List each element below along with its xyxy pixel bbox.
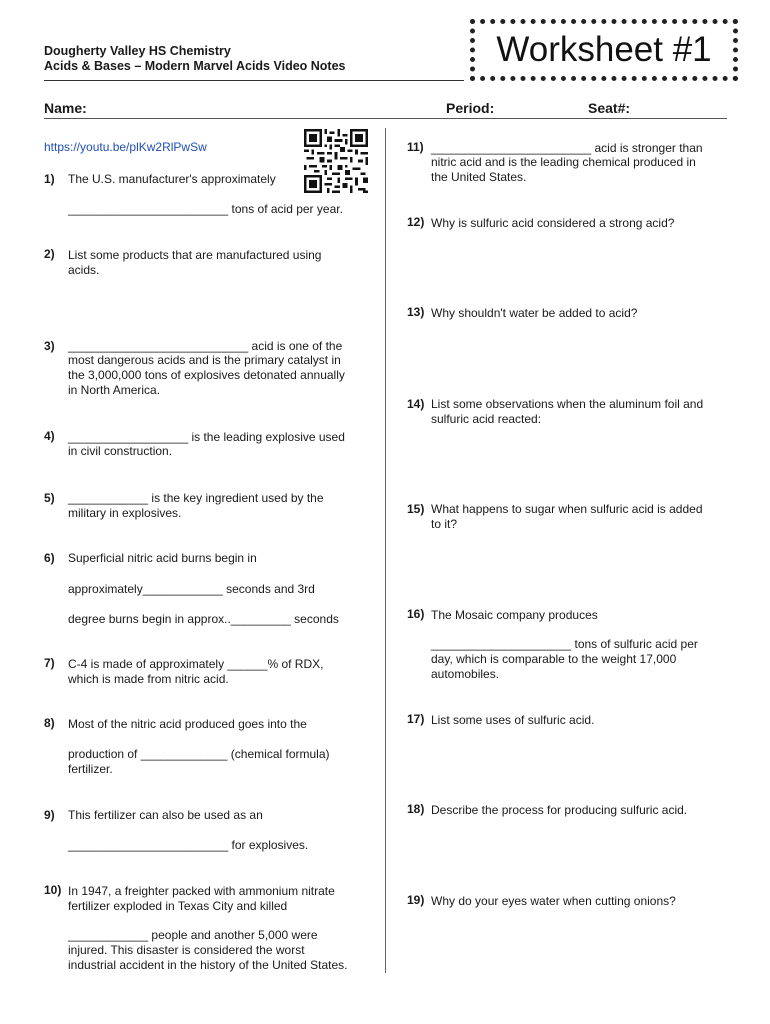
- question-text: The U.S. manufacturer's approximately: [68, 172, 276, 186]
- question-number: 12): [407, 215, 425, 229]
- question-number: 2): [44, 247, 55, 261]
- question-blank-line: ________________________ tons of acid per year.: [68, 202, 343, 216]
- question-text: degree burns begin in approx.._________ seconds: [68, 612, 339, 626]
- question-text: fertilizer exploded in Texas City and killed: [68, 899, 288, 913]
- question-number: 11): [407, 140, 424, 154]
- question-text: injured. This disaster is considered the worst: [68, 943, 305, 957]
- question-text: ____________ is the key ingredient used by the: [68, 491, 324, 505]
- question-number: 1): [44, 172, 55, 186]
- question-number: 15): [407, 502, 425, 516]
- question-text: The Mosaic company produces: [431, 608, 598, 622]
- question-number: 4): [44, 429, 55, 443]
- question-number: 9): [44, 808, 55, 822]
- question-text: Most of the nitric acid produced goes into the: [68, 717, 307, 731]
- question-text: ________________________ acid is stronger than: [431, 141, 703, 155]
- question-text: in civil construction.: [68, 444, 173, 458]
- seat-field-label: Seat#:: [588, 100, 631, 116]
- question-text: ___________________________ acid is one of the: [68, 339, 343, 353]
- question-text: Why do your eyes water when cutting onions?: [431, 894, 676, 908]
- question-text: most dangerous acids and is the primary catalyst in: [68, 353, 341, 367]
- name-row-divider: [44, 118, 727, 119]
- question-text: the 3,000,000 tons of explosives detonated annually: [68, 368, 345, 382]
- question-text: List some uses of sulfuric acid.: [431, 713, 595, 727]
- qr-code-icon: [304, 129, 368, 193]
- question-text: Why is sulfuric acid considered a strong acid?: [431, 216, 675, 230]
- question-text: which is made from nitric acid.: [68, 672, 229, 686]
- question-text: What happens to sugar when sulfuric acid is added: [431, 502, 703, 516]
- worksheet-subtitle: Acids & Bases – Modern Marvel Acids Video Notes: [44, 59, 346, 73]
- worksheet-badge-label: Worksheet #1: [496, 30, 712, 69]
- name-field-label: Name:: [44, 100, 87, 116]
- question-number: 6): [44, 551, 55, 565]
- question-number: 13): [407, 305, 425, 319]
- worksheet-badge: [470, 19, 738, 81]
- question-number: 8): [44, 716, 55, 730]
- question-text: sulfuric acid reacted:: [431, 412, 542, 426]
- question-text: automobiles.: [431, 667, 500, 681]
- question-number: 16): [407, 607, 425, 621]
- question-number: 5): [44, 491, 55, 505]
- question-number: 3): [44, 339, 55, 353]
- course-title: Dougherty Valley HS Chemistry: [44, 44, 231, 58]
- question-number: 7): [44, 656, 55, 670]
- question-text: production of _____________ (chemical formula): [68, 747, 330, 761]
- question-text: __________________ is the leading explosive used: [68, 430, 345, 444]
- question-number: 14): [407, 397, 425, 411]
- question-text: to it?: [431, 517, 458, 531]
- question-text: List some observations when the aluminum foil and: [431, 397, 704, 411]
- question-number: 17): [407, 712, 425, 726]
- question-text: ____________ people and another 5,000 were: [68, 928, 318, 942]
- question-text: acids.: [68, 263, 100, 277]
- question-blank-line: ________________________ for explosives.: [68, 838, 309, 852]
- question-text: Superficial nitric acid burns begin in: [68, 551, 257, 565]
- question-number: 10): [44, 883, 62, 897]
- question-text: day, which is comparable to the weight 17,000: [431, 652, 677, 666]
- question-number: 18): [407, 802, 425, 816]
- question-text: military in explosives.: [68, 506, 182, 520]
- question-text: Why shouldn't water be added to acid?: [431, 306, 638, 320]
- period-field-label: Period:: [446, 100, 495, 116]
- question-text: This fertilizer can also be used as an: [68, 808, 263, 822]
- column-divider: [385, 128, 386, 973]
- header-divider: [44, 80, 464, 81]
- question-text: in North America.: [68, 383, 161, 397]
- question-text: the United States.: [431, 170, 527, 184]
- question-text: List some products that are manufactured using: [68, 248, 322, 262]
- question-text: nitric acid and is the leading chemical produced in: [431, 155, 696, 169]
- question-text: In 1947, a freighter packed with ammonium nitrate: [68, 884, 335, 898]
- question-text: fertilizer.: [68, 762, 113, 776]
- question-text: _____________________ tons of sulfuric acid per: [431, 637, 698, 651]
- question-text: industrial accident in the history of the United States.: [68, 958, 348, 972]
- question-text: C-4 is made of approximately ______% of RDX,: [68, 657, 324, 671]
- question-text: Describe the process for producing sulfuric acid.: [431, 803, 688, 817]
- video-link[interactable]: https://youtu.be/plKw2RlPwSw: [44, 140, 207, 154]
- question-number: 19): [407, 893, 425, 907]
- question-text: approximately____________ seconds and 3rd: [68, 582, 315, 596]
